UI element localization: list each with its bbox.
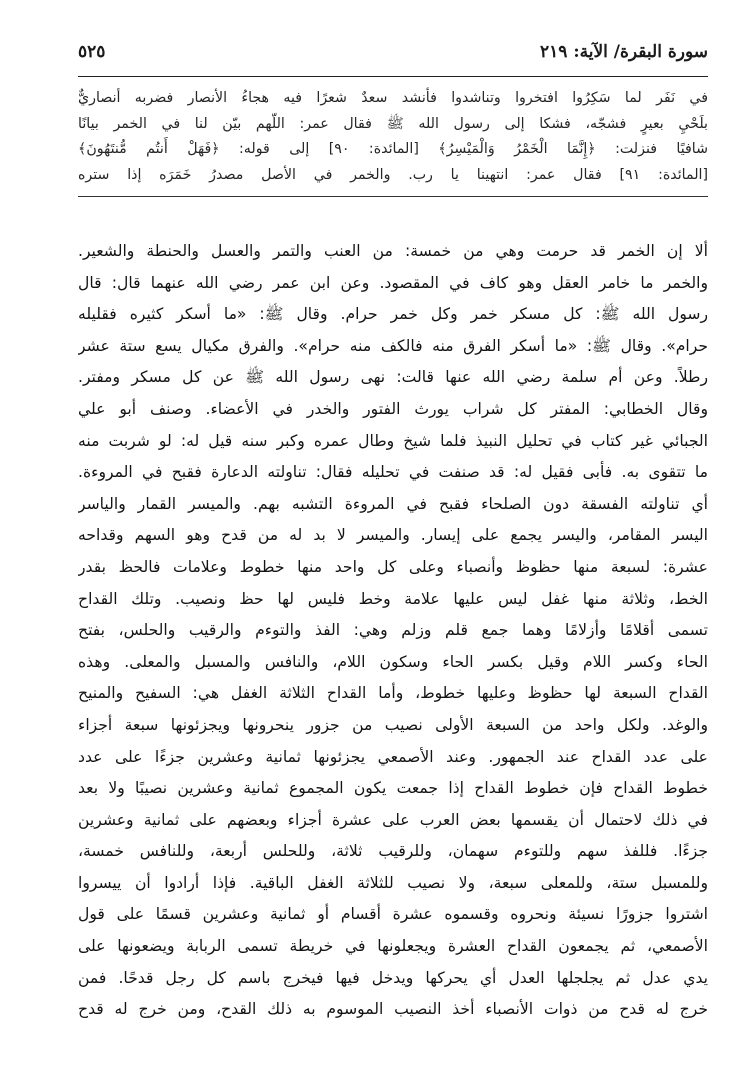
page-header: [78, 38, 708, 72]
commentary-line: وقال الخطابي: المفتر كل شراب يورث الفتور والخدر في الأعضاء. وصنف أبو علي: [78, 399, 708, 418]
commentary-text-block: [78, 236, 708, 1026]
upper-text-block: [78, 86, 708, 188]
commentary-line: والخمر ما خامر العقل وهو كاف في المقصود. وعن ابن عمر رضي الله عنهما قال: قال: [78, 273, 708, 292]
commentary-line: رطلاً. وعن أم سلمة رضي الله عنها قالت: نهى رسول الله ﷺ عن كل مسكر ومفتر.: [78, 368, 708, 387]
commentary-line: رسول الله ﷺ: كل مسكر خمر وكل خمر حرام. وقال ﷺ: «ما أسكر كثيره فقليله: [78, 305, 708, 324]
commentary-line: أي تناولته الفسقة دون الصلحاء فقبح في المروءة التشبه بهم. والميسر القمار والياسر: [78, 494, 708, 513]
commentary-line: الجبائي غير كتاب في تحليل النبيذ فلما شيخ وطال عمره وكبر سنه قيل له: لو شربت منه: [78, 431, 708, 450]
commentary-line: في ذلك لاحتمال أن يقسمها بعض العرب على عشرة أجزاء وبعضهم على ثمانية وعشرين: [78, 810, 708, 829]
commentary-line: اشتروا جزورًا نسيئة ونحروه وقسموه عشرة أقسام أو ثمانية وعشرين قسمًا على قول: [78, 905, 708, 924]
commentary-line: اليسر المقامر، واليسر يجمع على إيسار. والميسر لا بد له من قدح وهو السهم وقداحه: [78, 526, 708, 545]
section-divider: [78, 196, 708, 197]
page-number: ٥٢٥: [78, 42, 106, 62]
running-title: سورة البقرة/ الآية: ٢١٩: [540, 42, 708, 62]
commentary-line: جزءًا. فللفذ سهم وللتوءم سهمان، وللرقيب ثلاثة، وللحلس أربعة، وللنافس خمسة،: [78, 842, 708, 861]
commentary-line: ما تتقوى به. فأبى فقيل له: قد صنفت في تحليله فقال: تناولته الدعارة فقبح في المروءة.: [78, 463, 708, 482]
commentary-line: خرج له قدح من ذوات الأنصباء أخذ النصيب الموسوم به ذلك القدح، ومن خرج له قدح: [78, 1000, 708, 1019]
commentary-line: حرام». وقال ﷺ: «ما أسكر الفرق منه فالكف منه حرام». والفرق مكيال يسع ستة عشر: [78, 336, 708, 355]
commentary-line: تسمى أقلامًا وأزلامًا وهما جمع قلم وزلم وهي: الفذ والتوءم والرقيب والحلس، بفتح: [78, 621, 708, 640]
commentary-line: وللمسبل ستة، وللمعلى سبعة، ولا نصيب للثلاثة الغفل الباقية. فإذا أرادوا أن ييسروا: [78, 873, 708, 892]
commentary-line: القداح السبعة لها حظوظ وعليها خطوط، وأما القداح الثلاثة الغفل هي: السفيح والمنيح: [78, 684, 708, 703]
commentary-line: ألا إن الخمر قد حرمت وهي من خمسة: من العنب والتمر والعسل والحنطة والشعير.: [78, 242, 708, 260]
commentary-line: الخط، وثلاثة منها غفل ليس عليها علامة وخط فليس لها حظ ونصيب. وتلك القداح: [78, 589, 708, 608]
commentary-line: على عدد القداح عند الجمهور. وعند الأصمعي يجزئونها ثمانية وعشرين جزءًا على عدد: [78, 747, 708, 766]
commentary-line: الأصمعي، ثم يجمعون القداح العشرة ويجعلونها في خريطة تسمى الربابة ويضعونها على: [78, 937, 708, 956]
commentary-line: والوغد. ولكل واحد من السبعة الأولى نصيب من جزور ينحرونها ويجزئونها سبعة أجزاء: [78, 715, 708, 734]
commentary-line: الحاء وكسر اللام وقيل بكسر الحاء وسكون اللام، والنافس والمسبل والمعلى. وهذه: [78, 652, 708, 671]
upper-line: بلَحْيِ بعيرٍ فشجّه، فشكا إلى رسول الله ﷺ فقال عمر: اللّهم بيّن لنا في الخمر بيانًا: [78, 115, 708, 132]
commentary-line: يدي عدل ثم يجلجلها العدل أي يحركها ويدخل فيها فيخرج باسم كل رجل قدحًا. فمن: [78, 968, 708, 987]
header-rule: [78, 76, 708, 77]
upper-line: شافيًا فنزلت: ﴿إِنَّمَا الْخَمْرُ وَالْمَيْسِرُ﴾ [المائدة: ٩٠] إلى قوله: ﴿فَهَلْ أَنتُم مُّنتَهُونَ﴾: [78, 141, 708, 157]
upper-line: [المائدة: ٩١] فقال عمر: انتهينا يا رب. والخمر في الأصل مصدرُ خَمَرَه إذا ستره: [78, 166, 708, 183]
commentary-line: خطوط القداح فإن خطوط القداح إذا جمعت يكون المجموع ثمانية وعشرين نصيبًا ولا بعد: [78, 779, 708, 798]
commentary-line: عشرة: لسبعة منها حظوظ وأنصباء وعلى كل واحد منها خطوط وعلامات فالحظ بقدر: [78, 557, 708, 576]
upper-line: في نَفَر لما سَكِرُوا افتخروا وتناشدوا فأنشد سعدٌ شعرًا فيه هجاءُ الأنصار فضربه أنصاريٌّ: [78, 90, 708, 106]
